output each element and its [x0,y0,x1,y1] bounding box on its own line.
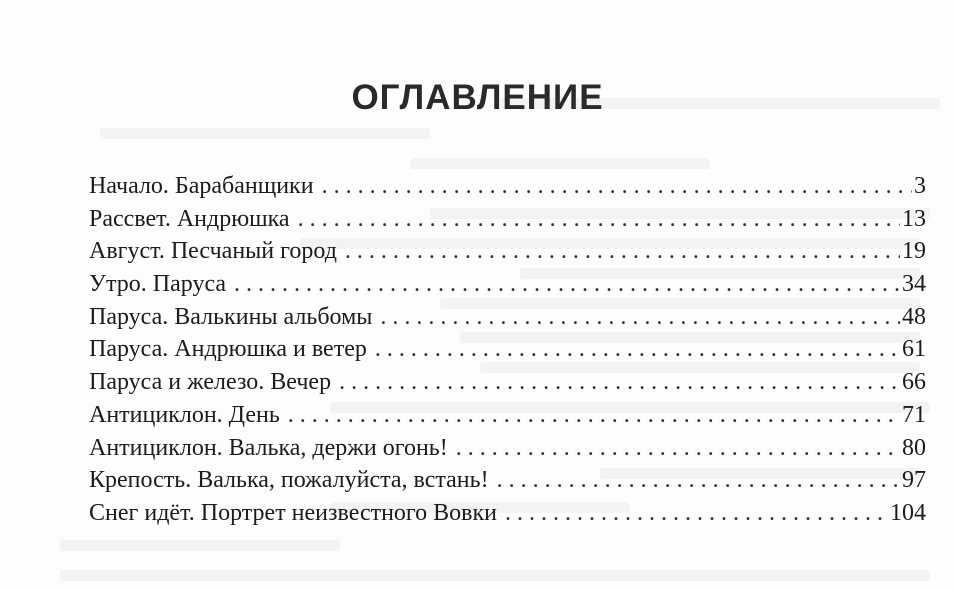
dot-leader [505,497,888,530]
toc-entry-title: Утро. Паруса [89,271,227,298]
toc-entry-title: Антициклон. День [89,401,280,428]
dot-leader [380,301,900,334]
toc-entry-title: Антициклон. Валька, держи огонь! [89,434,448,461]
toc-entry-page: 13 [902,205,926,232]
dot-leader [234,268,900,301]
toc-entry-page: 66 [902,369,926,396]
toc-entry[interactable] [89,203,926,236]
dot-leader [345,235,900,268]
toc-entry-page: 19 [902,238,926,265]
table-of-contents [89,170,926,530]
toc-entry-page: 61 [902,336,926,363]
toc-entry[interactable] [89,333,926,366]
toc-entry-page: 97 [902,467,926,494]
dot-leader [497,464,900,497]
page-title: ОГЛАВЛЕНИЕ [351,78,604,117]
toc-entry-page: 48 [902,303,926,330]
toc-entry-title: Начало. Барабанщики [89,173,314,199]
toc-entry-title: Крепость. Валька, пожалуйста, встань! [89,467,489,494]
toc-entry-page: 80 [902,434,926,461]
toc-entry-title: Снег идёт. Портрет неизвестного Вовки [89,499,498,526]
toc-entry[interactable] [89,432,926,465]
dot-leader [322,170,912,203]
toc-entry-page: 71 [902,401,926,428]
toc-entry[interactable] [89,464,926,497]
toc-entry-title: Паруса. Андрюшка и ветер [89,336,367,363]
toc-entry-title: Паруса и железо. Вечер [89,369,332,396]
toc-entry[interactable] [89,497,926,530]
toc-entry-page: 3 [914,173,926,199]
toc-entry[interactable] [89,366,926,399]
toc-entry-title: Август. Песчаный город [89,238,337,265]
dot-leader [456,432,900,465]
dot-leader [288,399,900,432]
toc-entry-title: Паруса. Валькины альбомы [89,303,373,330]
toc-entry[interactable] [89,268,926,301]
dot-leader [298,203,900,236]
toc-entry-page: 104 [890,499,926,526]
toc-entry[interactable] [89,399,926,432]
dot-leader [375,333,900,366]
toc-entry-page: 34 [902,271,926,298]
toc-entry-title: Рассвет. Андрюшка [89,205,290,232]
dot-leader [339,366,900,399]
toc-entry[interactable] [89,301,926,334]
toc-entry[interactable] [89,235,926,268]
toc-entry[interactable] [89,170,926,203]
